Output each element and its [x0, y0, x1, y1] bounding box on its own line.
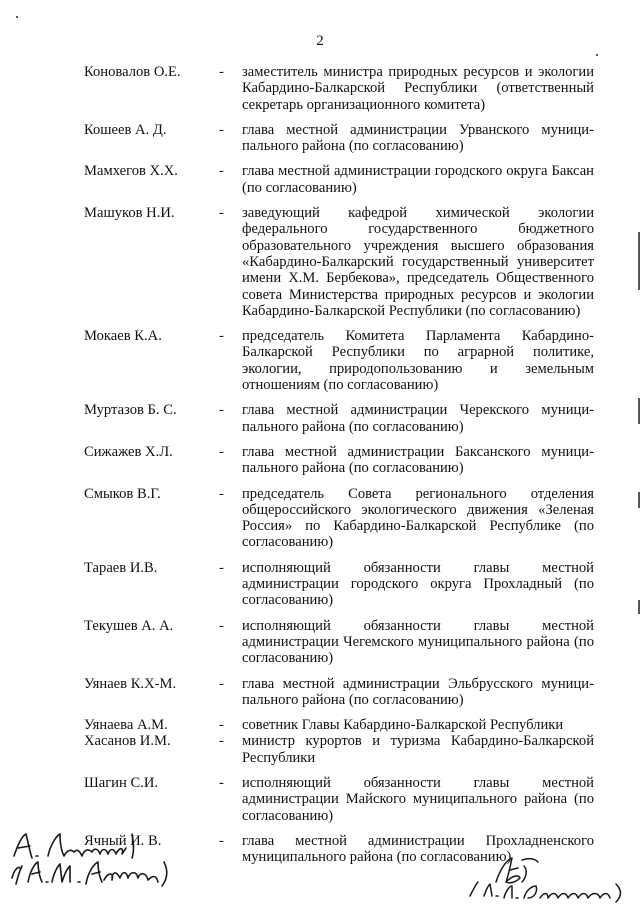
member-position: министр курортов и туризма Кабардино-Балкарской Республики — [242, 733, 594, 766]
member-position: глава местной администрации городского округа Баксан (по согласованию) — [242, 163, 594, 196]
list-item — [0, 717, 640, 733]
separator-dash: - — [219, 832, 224, 849]
member-name: Уянаева А.М. — [84, 717, 168, 734]
member-name: Ячный И. В. — [84, 832, 162, 849]
member-name: Хасанов И.М. — [84, 733, 171, 750]
list-item — [0, 618, 640, 667]
member-list — [0, 64, 640, 874]
member-position: заместитель министра природных ресурсов и экологии Кабардино-Балкарской Республики (ответственный секретарь организационного комитета) — [242, 64, 594, 113]
member-name: Кошеев А. Д. — [84, 121, 167, 138]
member-name: Тараев И.В. — [84, 559, 158, 576]
list-item — [0, 205, 640, 319]
member-name: Муртазов Б. С. — [84, 402, 177, 419]
separator-dash: - — [219, 443, 224, 460]
member-name: Шагин С.И. — [84, 774, 159, 791]
separator-dash: - — [219, 717, 224, 734]
list-item — [0, 328, 640, 393]
separator-dash: - — [219, 402, 224, 419]
list-item — [0, 444, 640, 477]
list-item — [0, 733, 640, 766]
separator-dash: - — [219, 733, 224, 750]
list-item — [0, 676, 640, 709]
member-name: Сижажев Х.Л. — [84, 443, 173, 460]
member-position: председатель Совета регионального отделения общероссийского экологического движения «Зеленая Россия» по Кабардино-Балкарской Республике (по согласованию) — [242, 485, 594, 551]
member-name: Машуков Н.И. — [84, 205, 175, 222]
member-position: советник Главы Кабардино-Балкарской Республики — [242, 717, 564, 734]
separator-dash: - — [219, 328, 224, 345]
member-position: глава местной администрации Прохладненского муниципального района (по согласованию) — [242, 832, 594, 866]
member-position: исполняющий обязанности главы местной администрации Чегемского муниципального района (по согласованию) — [242, 617, 594, 667]
separator-dash: - — [219, 163, 224, 180]
handwritten-signature-right — [466, 852, 638, 902]
list-item — [0, 486, 640, 551]
handwritten-signature-left — [8, 826, 183, 898]
separator-dash: - — [219, 485, 224, 502]
list-item — [0, 775, 640, 824]
member-name: Мамхегов Х.Х. — [84, 163, 178, 180]
separator-dash: - — [219, 675, 224, 692]
member-position: глава местной администрации Баксанского муниципального района (по согласованию) — [242, 443, 594, 477]
member-position: исполняющий обязанности главы местной администрации городского округа Прохладный (по согласованию) — [242, 559, 594, 609]
separator-dash: - — [219, 205, 224, 222]
member-position: глава местной администрации Черекского муниципального района (по согласованию) — [242, 402, 594, 435]
separator-dash: - — [219, 121, 224, 138]
separator-dash: - — [219, 617, 224, 634]
member-name: Уянаев К.Х-М. — [84, 675, 177, 692]
member-name: Коновалов О.Е. — [84, 64, 181, 80]
list-item — [0, 163, 640, 196]
separator-dash: - — [219, 559, 224, 576]
member-name: Текушев А. А. — [84, 617, 174, 634]
member-name: Смыков В.Г. — [84, 485, 161, 502]
list-item — [0, 560, 640, 609]
scan-dot — [596, 54, 598, 56]
list-item — [0, 402, 640, 435]
member-position: председатель Комитета Парламента Кабардино-Балкарской Республики по аграрной политике, экологии, природопользованию и земельным отношениям (по согласованию) — [242, 328, 594, 394]
member-position: заведующий кафедрой химической экологии федерального государственного бюджетного образовательного учреждения высшего образования «Кабардино-Балкарский государственный университет имени Х.М. Бербекова», председатель Общественного совета Министерства природных ресурсов и экологии Кабардино-Балкарской Республики (по согласованию) — [242, 205, 594, 319]
page-number: 2 — [316, 33, 324, 49]
member-position: исполняющий обязанности главы местной администрации Майского муниципального района (по согласованию) — [242, 774, 594, 824]
list-item — [0, 64, 640, 113]
list-item — [0, 122, 640, 155]
separator-dash: - — [219, 774, 224, 791]
scan-dot — [16, 16, 18, 18]
separator-dash: - — [219, 64, 224, 80]
member-position: глава местной администрации Эльбрусского муниципального района (по согласованию) — [242, 675, 594, 708]
member-position: глава местной администрации Урванского муниципального района (по согласованию) — [242, 121, 594, 155]
member-name: Мокаев К.А. — [84, 328, 162, 345]
